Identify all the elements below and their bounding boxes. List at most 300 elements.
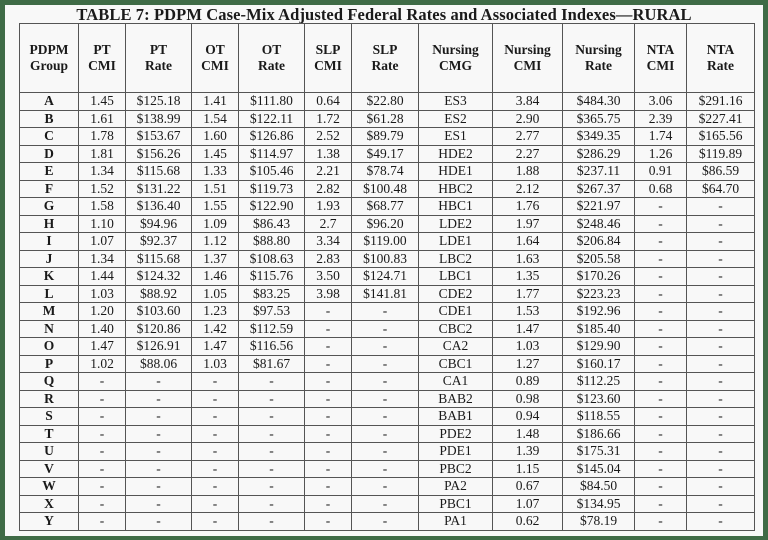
cell-slp-rate: $96.20 — [352, 215, 419, 233]
cell-nta-cmi: - — [635, 460, 687, 478]
cell-nursing-rate: $484.30 — [563, 93, 635, 111]
cell-nta-cmi: 1.26 — [635, 145, 687, 163]
cell-slp-rate: - — [352, 390, 419, 408]
cell-nta-cmi: - — [635, 250, 687, 268]
cell-pt-rate: - — [126, 478, 192, 496]
cell-slp-cmi: 1.93 — [305, 198, 352, 216]
cell-nursing-cmi: 1.53 — [493, 303, 563, 321]
header-line1: OT — [261, 42, 282, 57]
cell-nursing-cmi: 1.39 — [493, 443, 563, 461]
cell-slp-rate: - — [352, 320, 419, 338]
cell-nursing-cmg: HDE2 — [419, 145, 493, 163]
cell-pdpm-group: Y — [20, 513, 79, 531]
cell-nursing-cmg: PDE2 — [419, 425, 493, 443]
cell-nursing-cmg: PDE1 — [419, 443, 493, 461]
cell-pt-cmi: 1.58 — [79, 198, 126, 216]
cell-ot-cmi: - — [192, 460, 239, 478]
cell-pt-cmi: 1.02 — [79, 355, 126, 373]
cell-nursing-rate: $286.29 — [563, 145, 635, 163]
cell-nta-rate: - — [687, 355, 755, 373]
cell-slp-rate: - — [352, 460, 419, 478]
table-row — [20, 303, 755, 321]
column-header-nta-rate — [687, 24, 755, 93]
cell-ot-rate: - — [239, 460, 305, 478]
cell-nursing-cmg: HBC1 — [419, 198, 493, 216]
column-header-nta-cmi — [635, 24, 687, 93]
header-line2: Rate — [585, 58, 612, 73]
cell-nta-cmi: 0.91 — [635, 163, 687, 181]
cell-nta-cmi: 3.06 — [635, 93, 687, 111]
cell-slp-cmi: - — [305, 373, 352, 391]
cell-nursing-rate: $185.40 — [563, 320, 635, 338]
cell-nursing-cmg: BAB1 — [419, 408, 493, 426]
cell-nta-rate: $64.70 — [687, 180, 755, 198]
cell-pdpm-group: K — [20, 268, 79, 286]
header-line1: NTA — [646, 42, 675, 57]
header-line1: PDPM — [29, 42, 69, 57]
cell-nta-rate: - — [687, 250, 755, 268]
cell-pt-cmi: - — [79, 443, 126, 461]
cell-nursing-cmi: 0.89 — [493, 373, 563, 391]
table-row — [20, 355, 755, 373]
table-row — [20, 513, 755, 531]
cell-nta-rate: - — [687, 408, 755, 426]
cell-pt-cmi: 1.03 — [79, 285, 126, 303]
cell-ot-rate: - — [239, 443, 305, 461]
cell-slp-rate: $49.17 — [352, 145, 419, 163]
rates-table — [19, 23, 755, 531]
cell-pt-cmi: 1.20 — [79, 303, 126, 321]
cell-slp-cmi: - — [305, 513, 352, 531]
cell-slp-rate: $100.83 — [352, 250, 419, 268]
header-line2: CMI — [201, 58, 229, 73]
cell-slp-cmi: 1.72 — [305, 110, 352, 128]
cell-pt-cmi: 1.44 — [79, 268, 126, 286]
cell-ot-rate: - — [239, 425, 305, 443]
table-row — [20, 373, 755, 391]
cell-ot-cmi: 1.47 — [192, 338, 239, 356]
cell-nursing-cmg: CDE1 — [419, 303, 493, 321]
cell-nta-cmi: 1.74 — [635, 128, 687, 146]
cell-nursing-cmg: CBC2 — [419, 320, 493, 338]
cell-ot-cmi: 1.60 — [192, 128, 239, 146]
cell-ot-cmi: 1.09 — [192, 215, 239, 233]
cell-slp-rate: $124.71 — [352, 268, 419, 286]
cell-slp-rate: $22.80 — [352, 93, 419, 111]
cell-pdpm-group: F — [20, 180, 79, 198]
cell-slp-cmi: 3.98 — [305, 285, 352, 303]
column-header-slp-rate — [352, 24, 419, 93]
cell-nta-rate: $119.89 — [687, 145, 755, 163]
cell-ot-rate: $105.46 — [239, 163, 305, 181]
cell-pt-rate: - — [126, 513, 192, 531]
cell-nursing-rate: $186.66 — [563, 425, 635, 443]
column-header-ot-cmi — [192, 24, 239, 93]
cell-slp-cmi: - — [305, 338, 352, 356]
cell-pt-rate: $88.06 — [126, 355, 192, 373]
cell-ot-cmi: - — [192, 478, 239, 496]
cell-nursing-cmi: 1.63 — [493, 250, 563, 268]
cell-nursing-cmg: LDE2 — [419, 215, 493, 233]
cell-ot-cmi: 1.51 — [192, 180, 239, 198]
table-row — [20, 145, 755, 163]
table-row — [20, 408, 755, 426]
table-row — [20, 478, 755, 496]
cell-nursing-cmg: CBC1 — [419, 355, 493, 373]
cell-pt-rate: - — [126, 373, 192, 391]
table-row — [20, 268, 755, 286]
cell-slp-cmi: 2.82 — [305, 180, 352, 198]
cell-ot-rate: $88.80 — [239, 233, 305, 251]
cell-ot-cmi: 1.42 — [192, 320, 239, 338]
cell-nta-rate: - — [687, 513, 755, 531]
cell-ot-cmi: 1.45 — [192, 145, 239, 163]
cell-nta-cmi: - — [635, 215, 687, 233]
cell-pt-rate: $120.86 — [126, 320, 192, 338]
cell-pt-cmi: - — [79, 513, 126, 531]
cell-slp-cmi: - — [305, 478, 352, 496]
cell-pt-rate: - — [126, 408, 192, 426]
cell-nta-cmi: - — [635, 373, 687, 391]
cell-nursing-cmi: 2.27 — [493, 145, 563, 163]
cell-slp-rate: - — [352, 303, 419, 321]
cell-nursing-cmi: 1.27 — [493, 355, 563, 373]
cell-nta-cmi: - — [635, 198, 687, 216]
cell-slp-rate: $89.79 — [352, 128, 419, 146]
cell-nta-cmi: - — [635, 425, 687, 443]
cell-ot-rate: - — [239, 390, 305, 408]
cell-nursing-cmi: 0.94 — [493, 408, 563, 426]
cell-nursing-cmi: 0.62 — [493, 513, 563, 531]
cell-nursing-cmg: PBC1 — [419, 495, 493, 513]
cell-nursing-cmg: ES1 — [419, 128, 493, 146]
cell-pt-rate: $131.22 — [126, 180, 192, 198]
cell-nursing-cmg: CA2 — [419, 338, 493, 356]
cell-pt-cmi: 1.34 — [79, 163, 126, 181]
cell-slp-rate: - — [352, 425, 419, 443]
cell-slp-cmi: 3.50 — [305, 268, 352, 286]
header-row — [20, 24, 755, 93]
cell-ot-rate: $83.25 — [239, 285, 305, 303]
cell-slp-rate: $141.81 — [352, 285, 419, 303]
table-row — [20, 425, 755, 443]
cell-pt-rate: - — [126, 390, 192, 408]
header-line2: Rate — [258, 58, 285, 73]
cell-pdpm-group: T — [20, 425, 79, 443]
cell-nursing-rate: $170.26 — [563, 268, 635, 286]
cell-ot-cmi: 1.55 — [192, 198, 239, 216]
cell-ot-rate: $108.63 — [239, 250, 305, 268]
cell-ot-cmi: 1.54 — [192, 110, 239, 128]
cell-nursing-rate: $267.37 — [563, 180, 635, 198]
cell-ot-cmi: - — [192, 443, 239, 461]
cell-nursing-cmi: 2.77 — [493, 128, 563, 146]
cell-pt-cmi: 1.52 — [79, 180, 126, 198]
table-row — [20, 250, 755, 268]
header-line2: CMG — [439, 58, 472, 73]
column-header-pdpm-group — [20, 24, 79, 93]
cell-slp-cmi: - — [305, 320, 352, 338]
cell-slp-rate: - — [352, 355, 419, 373]
cell-nta-cmi: - — [635, 285, 687, 303]
table-row — [20, 163, 755, 181]
cell-nursing-cmi: 1.76 — [493, 198, 563, 216]
cell-ot-rate: - — [239, 373, 305, 391]
cell-nta-rate: - — [687, 303, 755, 321]
cell-nursing-rate: $349.35 — [563, 128, 635, 146]
cell-nursing-cmi: 1.03 — [493, 338, 563, 356]
cell-ot-rate: - — [239, 478, 305, 496]
header-line2: Rate — [707, 58, 734, 73]
table-row — [20, 128, 755, 146]
cell-pt-rate: $88.92 — [126, 285, 192, 303]
cell-pt-rate: - — [126, 425, 192, 443]
cell-ot-rate: $122.90 — [239, 198, 305, 216]
cell-nursing-cmi: 0.98 — [493, 390, 563, 408]
cell-nursing-cmg: HDE1 — [419, 163, 493, 181]
cell-pt-cmi: - — [79, 495, 126, 513]
cell-nursing-rate: $223.23 — [563, 285, 635, 303]
header-line2: Group — [29, 58, 68, 73]
cell-nursing-rate: $160.17 — [563, 355, 635, 373]
cell-ot-cmi: 1.12 — [192, 233, 239, 251]
cell-pt-rate: $153.67 — [126, 128, 192, 146]
cell-slp-cmi: 3.34 — [305, 233, 352, 251]
cell-nursing-cmi: 1.15 — [493, 460, 563, 478]
cell-ot-rate: $97.53 — [239, 303, 305, 321]
cell-nursing-cmi: 2.90 — [493, 110, 563, 128]
cell-nursing-rate: $205.58 — [563, 250, 635, 268]
column-header-pt-cmi — [79, 24, 126, 93]
cell-nursing-cmi: 1.47 — [493, 320, 563, 338]
cell-pdpm-group: A — [20, 93, 79, 111]
cell-nursing-rate: $248.46 — [563, 215, 635, 233]
cell-nta-cmi: - — [635, 478, 687, 496]
column-header-pt-rate — [126, 24, 192, 93]
header-line2: Rate — [371, 58, 399, 73]
cell-pdpm-group: D — [20, 145, 79, 163]
table-row — [20, 215, 755, 233]
cell-ot-cmi: - — [192, 495, 239, 513]
cell-nta-cmi: 2.39 — [635, 110, 687, 128]
cell-ot-rate: $116.56 — [239, 338, 305, 356]
cell-pt-rate: $126.91 — [126, 338, 192, 356]
table-row — [20, 460, 755, 478]
cell-pt-cmi: - — [79, 390, 126, 408]
cell-nta-rate: - — [687, 478, 755, 496]
header-line1: PT — [93, 42, 111, 57]
cell-nursing-rate: $237.11 — [563, 163, 635, 181]
cell-nta-cmi: - — [635, 443, 687, 461]
cell-pdpm-group: R — [20, 390, 79, 408]
cell-nursing-cmi: 0.67 — [493, 478, 563, 496]
document-page — [5, 5, 763, 536]
header-line1: SLP — [372, 42, 398, 57]
cell-slp-rate: - — [352, 513, 419, 531]
cell-nursing-cmi: 1.64 — [493, 233, 563, 251]
cell-ot-cmi: 1.37 — [192, 250, 239, 268]
cell-pdpm-group: J — [20, 250, 79, 268]
cell-nta-rate: $227.41 — [687, 110, 755, 128]
cell-ot-rate: $86.43 — [239, 215, 305, 233]
cell-nursing-cmg: BAB2 — [419, 390, 493, 408]
cell-nta-rate: - — [687, 425, 755, 443]
cell-pt-cmi: - — [79, 425, 126, 443]
cell-nursing-cmg: PBC2 — [419, 460, 493, 478]
cell-nta-cmi: - — [635, 390, 687, 408]
cell-nursing-rate: $123.60 — [563, 390, 635, 408]
cell-nta-cmi: - — [635, 408, 687, 426]
cell-pt-cmi: - — [79, 373, 126, 391]
cell-nta-rate: - — [687, 215, 755, 233]
cell-slp-cmi: 2.52 — [305, 128, 352, 146]
cell-nta-rate: - — [687, 268, 755, 286]
cell-ot-rate: $115.76 — [239, 268, 305, 286]
table-row — [20, 198, 755, 216]
cell-nta-cmi: - — [635, 320, 687, 338]
cell-pdpm-group: M — [20, 303, 79, 321]
cell-nta-rate: - — [687, 495, 755, 513]
cell-pt-rate: - — [126, 460, 192, 478]
cell-nursing-cmg: PA2 — [419, 478, 493, 496]
cell-pdpm-group: I — [20, 233, 79, 251]
cell-nursing-cmi: 3.84 — [493, 93, 563, 111]
table-row — [20, 320, 755, 338]
cell-nursing-rate: $192.96 — [563, 303, 635, 321]
cell-nursing-cmg: HBC2 — [419, 180, 493, 198]
cell-slp-cmi: - — [305, 443, 352, 461]
cell-nursing-rate: $112.25 — [563, 373, 635, 391]
cell-ot-cmi: - — [192, 390, 239, 408]
cell-pt-cmi: - — [79, 408, 126, 426]
cell-nursing-rate: $78.19 — [563, 513, 635, 531]
cell-nta-rate: - — [687, 373, 755, 391]
column-header-nursing-cmg — [419, 24, 493, 93]
cell-nta-rate: - — [687, 198, 755, 216]
cell-pt-rate: $115.68 — [126, 163, 192, 181]
cell-nta-rate: - — [687, 233, 755, 251]
cell-pt-rate: $136.40 — [126, 198, 192, 216]
cell-pt-rate: $94.96 — [126, 215, 192, 233]
header-line1: SLP — [315, 42, 341, 57]
cell-pdpm-group: W — [20, 478, 79, 496]
cell-pt-rate: $125.18 — [126, 93, 192, 111]
cell-ot-rate: $126.86 — [239, 128, 305, 146]
cell-pt-cmi: - — [79, 478, 126, 496]
cell-pdpm-group: Q — [20, 373, 79, 391]
cell-pdpm-group: O — [20, 338, 79, 356]
cell-nursing-cmg: CDE2 — [419, 285, 493, 303]
cell-nta-cmi: - — [635, 233, 687, 251]
cell-nursing-cmi: 1.77 — [493, 285, 563, 303]
cell-nursing-cmg: LBC2 — [419, 250, 493, 268]
cell-nursing-cmg: CA1 — [419, 373, 493, 391]
cell-slp-cmi: 2.7 — [305, 215, 352, 233]
cell-nursing-rate: $129.90 — [563, 338, 635, 356]
cell-pt-rate: - — [126, 443, 192, 461]
cell-nursing-cmg: LBC1 — [419, 268, 493, 286]
cell-pdpm-group: X — [20, 495, 79, 513]
cell-pt-rate: $138.99 — [126, 110, 192, 128]
cell-slp-rate: - — [352, 408, 419, 426]
cell-ot-cmi: - — [192, 373, 239, 391]
cell-slp-cmi: - — [305, 390, 352, 408]
cell-nta-cmi: - — [635, 495, 687, 513]
cell-ot-cmi: - — [192, 425, 239, 443]
cell-nta-rate: - — [687, 285, 755, 303]
cell-pt-rate: $103.60 — [126, 303, 192, 321]
cell-nta-cmi: - — [635, 513, 687, 531]
cell-nta-rate: - — [687, 390, 755, 408]
column-header-nursing-rate — [563, 24, 635, 93]
cell-pt-cmi: 1.45 — [79, 93, 126, 111]
cell-slp-cmi: - — [305, 355, 352, 373]
cell-slp-cmi: - — [305, 495, 352, 513]
cell-nursing-cmg: LDE1 — [419, 233, 493, 251]
cell-slp-rate: - — [352, 443, 419, 461]
cell-pt-cmi: - — [79, 460, 126, 478]
cell-pdpm-group: E — [20, 163, 79, 181]
table-body — [20, 93, 755, 531]
cell-slp-cmi: 2.83 — [305, 250, 352, 268]
cell-nta-cmi: - — [635, 338, 687, 356]
cell-pt-cmi: 1.10 — [79, 215, 126, 233]
cell-nta-rate: $291.16 — [687, 93, 755, 111]
cell-slp-cmi: 1.38 — [305, 145, 352, 163]
header-line2: CMI — [646, 58, 675, 73]
cell-nta-rate: - — [687, 443, 755, 461]
cell-pdpm-group: P — [20, 355, 79, 373]
cell-ot-cmi: 1.41 — [192, 93, 239, 111]
cell-nursing-cmi: 1.88 — [493, 163, 563, 181]
column-header-slp-cmi — [305, 24, 352, 93]
cell-pt-cmi: 1.61 — [79, 110, 126, 128]
cell-nursing-rate: $134.95 — [563, 495, 635, 513]
cell-ot-cmi: 1.23 — [192, 303, 239, 321]
table-row — [20, 338, 755, 356]
cell-pdpm-group: S — [20, 408, 79, 426]
cell-pt-rate: - — [126, 495, 192, 513]
cell-ot-rate: $81.67 — [239, 355, 305, 373]
cell-nta-rate: $165.56 — [687, 128, 755, 146]
column-header-ot-rate — [239, 24, 305, 93]
cell-slp-cmi: - — [305, 460, 352, 478]
cell-ot-rate: $122.11 — [239, 110, 305, 128]
cell-ot-cmi: 1.05 — [192, 285, 239, 303]
header-line2: CMI — [88, 58, 116, 73]
cell-nta-rate: - — [687, 460, 755, 478]
cell-pt-cmi: 1.40 — [79, 320, 126, 338]
cell-nursing-rate: $175.31 — [563, 443, 635, 461]
cell-slp-cmi: 2.21 — [305, 163, 352, 181]
cell-pdpm-group: H — [20, 215, 79, 233]
table-row — [20, 285, 755, 303]
table-row — [20, 233, 755, 251]
header-line2: CMI — [513, 58, 542, 73]
cell-nta-cmi: - — [635, 303, 687, 321]
cell-pt-rate: $156.26 — [126, 145, 192, 163]
cell-ot-rate: - — [239, 408, 305, 426]
cell-nta-rate: - — [687, 338, 755, 356]
cell-nursing-cmg: PA1 — [419, 513, 493, 531]
cell-ot-rate: - — [239, 495, 305, 513]
cell-nursing-cmi: 2.12 — [493, 180, 563, 198]
cell-pdpm-group: C — [20, 128, 79, 146]
cell-pdpm-group: L — [20, 285, 79, 303]
cell-ot-cmi: 1.33 — [192, 163, 239, 181]
cell-ot-rate: - — [239, 513, 305, 531]
cell-ot-cmi: - — [192, 408, 239, 426]
